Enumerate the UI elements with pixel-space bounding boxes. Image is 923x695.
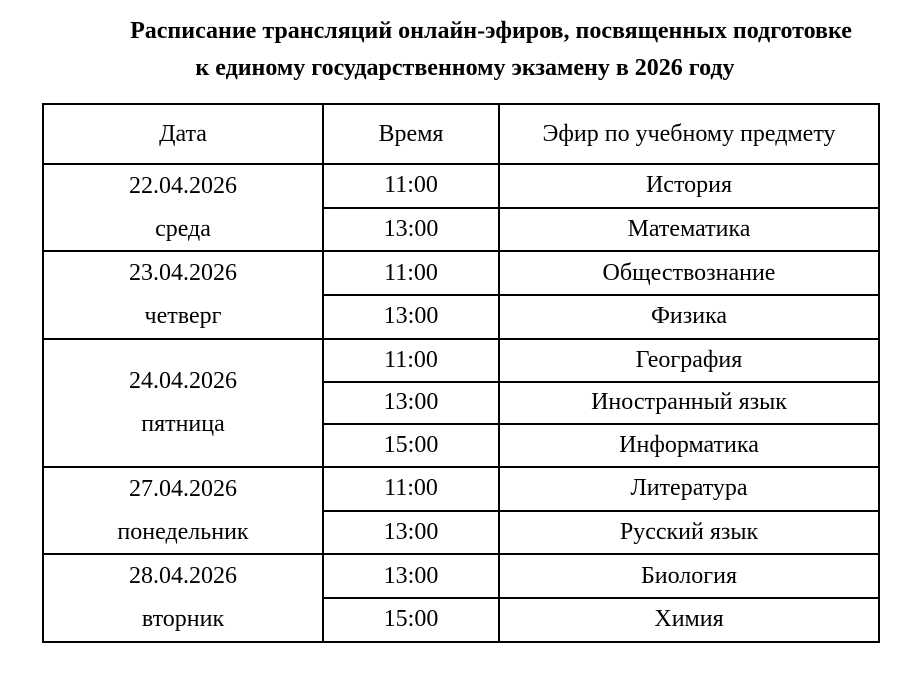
- time-cell: 13:00: [323, 295, 499, 339]
- header-cell-date: Дата: [43, 104, 323, 164]
- date-cell: [43, 164, 323, 251]
- subject-cell: История: [499, 164, 879, 208]
- time-cell: 13:00: [323, 554, 499, 598]
- table-row: [43, 554, 879, 598]
- time-cell: 11:00: [323, 467, 499, 511]
- date-text: 22.04.2026: [129, 173, 237, 199]
- time-cell: 15:00: [323, 424, 499, 467]
- date-cell: [43, 467, 323, 554]
- time-cell: 11:00: [323, 164, 499, 208]
- weekday-text: вторник: [141, 605, 225, 632]
- subject-cell: Иностранный язык: [499, 382, 879, 425]
- date-cell: [43, 251, 323, 338]
- table-row: [43, 251, 879, 295]
- date-text: 28.04.2026: [129, 563, 237, 590]
- weekday-text: четверг: [144, 303, 222, 330]
- time-cell: 15:00: [323, 598, 499, 642]
- subject-cell: Русский язык: [499, 511, 879, 555]
- time-cell: 13:00: [323, 208, 499, 252]
- table-row: [43, 339, 879, 382]
- date-cell: [43, 339, 323, 467]
- table-row: [43, 467, 879, 511]
- table-header-row: [43, 104, 879, 164]
- weekday-text: пятница: [141, 410, 225, 437]
- date-text: 23.04.2026: [129, 260, 237, 287]
- time-cell: 11:00: [323, 251, 499, 295]
- subject-cell: География: [499, 339, 879, 382]
- weekday-text: среда: [155, 215, 211, 242]
- header-cell-time: Время: [323, 104, 499, 164]
- title-line-2: к единому государственному экзамену в 2026 году: [195, 55, 735, 81]
- subject-cell: Математика: [499, 208, 879, 252]
- time-cell: 11:00: [323, 339, 499, 382]
- subject-cell: Биология: [499, 554, 879, 598]
- header-cell-subject: Эфир по учебному предмету: [499, 104, 879, 164]
- time-cell: 13:00: [323, 511, 499, 555]
- weekday-text: понедельник: [117, 518, 249, 545]
- date-cell: [43, 554, 323, 641]
- subject-cell: Химия: [499, 598, 879, 642]
- table-row: [43, 164, 879, 208]
- subject-cell: Информатика: [499, 424, 879, 467]
- page-title: [0, 0, 923, 87]
- title-line-1: Расписание трансляций онлайн-эфиров, посвященных подготовке: [130, 18, 852, 44]
- date-text: 24.04.2026: [129, 368, 237, 395]
- subject-cell: Физика: [499, 295, 879, 339]
- schedule-table: [42, 103, 880, 643]
- date-text: 27.04.2026: [129, 475, 237, 502]
- time-cell: 13:00: [323, 382, 499, 425]
- subject-cell: Обществознание: [499, 251, 879, 295]
- subject-cell: Литература: [499, 467, 879, 511]
